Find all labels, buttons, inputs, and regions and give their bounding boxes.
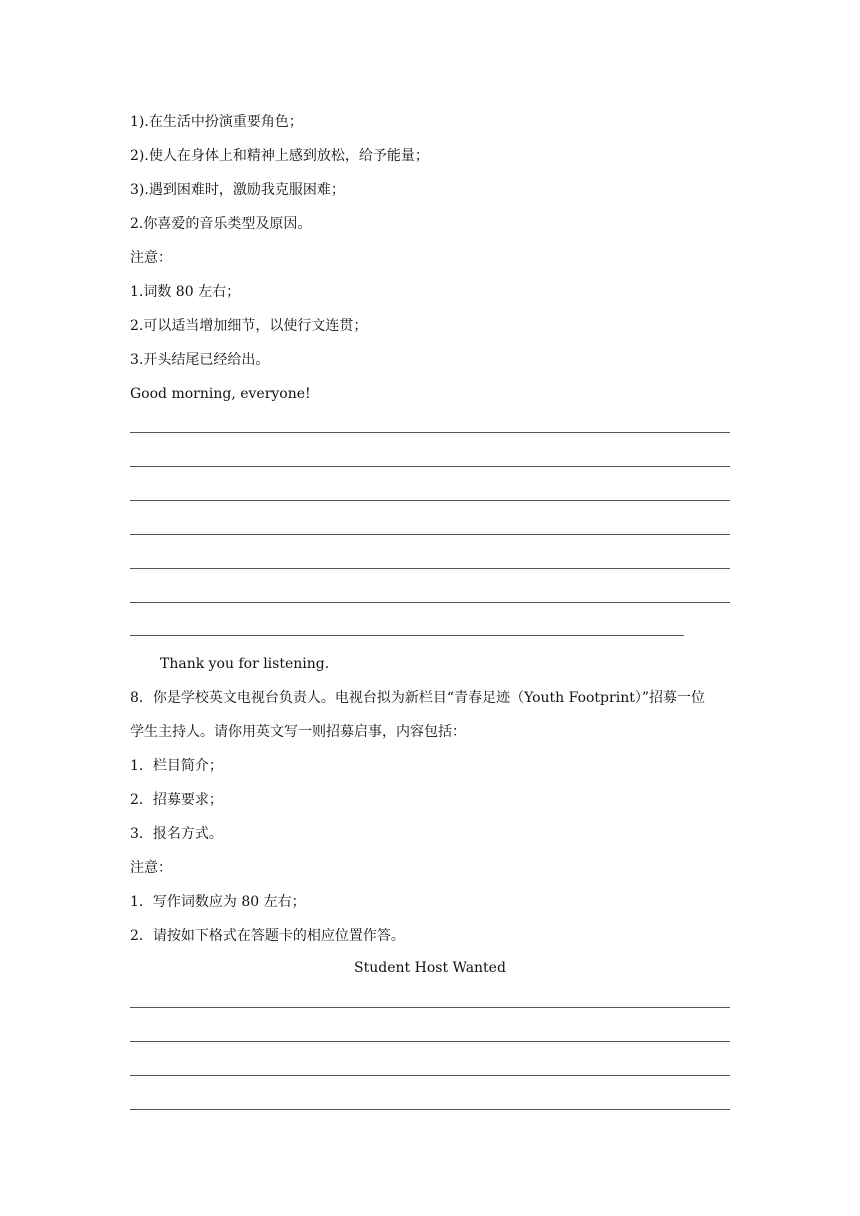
- requirement-3: 3．报名方式。: [130, 826, 223, 842]
- music-type-item: 2.你喜爱的音乐类型及原因。: [130, 216, 312, 232]
- notes-heading: 注意：: [130, 250, 172, 266]
- note-2: 2．请按如下格式在答题卡的相应位置作答。: [130, 928, 405, 944]
- notes-heading: 注意：: [130, 860, 172, 876]
- answer-line: [130, 568, 730, 569]
- note-1: 1.词数 80 左右；: [130, 284, 241, 300]
- requirement-1: 1．栏目简介；: [130, 758, 223, 774]
- point-1: 1).在生活中扮演重要角色；: [130, 114, 303, 130]
- question-8-prompt-cont: 学生主持人。请你用英文写一则招募启事，内容包括：: [130, 724, 466, 740]
- answer-line: [130, 1041, 730, 1042]
- question-8-prompt: 8．你是学校英文电视台负责人。电视台拟为新栏目“青春足迹（Youth Footprint）”招募一位: [130, 690, 705, 706]
- closing-line: Thank you for listening.: [160, 656, 330, 672]
- answer-line: [130, 1075, 730, 1076]
- essay-title: Student Host Wanted: [354, 960, 506, 976]
- requirement-2: 2．招募要求；: [130, 792, 223, 808]
- answer-line: [130, 1007, 730, 1008]
- answer-line: [130, 500, 730, 501]
- point-3: 3).遇到困难时，激励我克服困难；: [130, 182, 345, 198]
- note-1: 1．写作词数应为 80 左右；: [130, 894, 306, 910]
- note-3: 3.开头结尾已经给出。: [130, 352, 270, 368]
- answer-line: [130, 432, 730, 433]
- opening-line: Good morning, everyone!: [130, 386, 311, 402]
- answer-line: [130, 534, 730, 535]
- note-2: 2.可以适当增加细节，以使行文连贯；: [130, 318, 368, 334]
- answer-line: [130, 602, 730, 603]
- point-2: 2).使人在身体上和精神上感到放松，给予能量；: [130, 148, 429, 164]
- answer-line: [130, 635, 684, 636]
- answer-line: [130, 1109, 730, 1110]
- answer-line: [130, 466, 730, 467]
